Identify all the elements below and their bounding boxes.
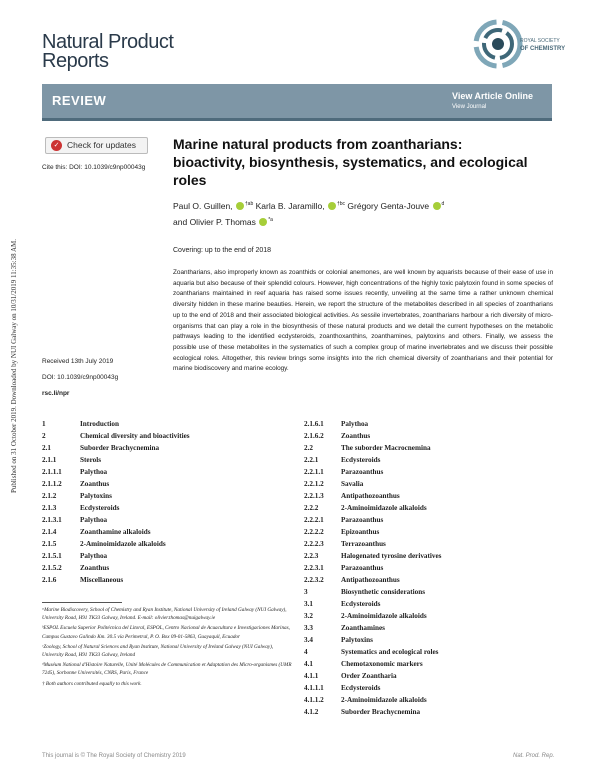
toc-entry[interactable] xyxy=(304,430,554,442)
toc-entry[interactable] xyxy=(304,466,554,478)
author-conjunction: and xyxy=(173,216,188,227)
author-affiliation: †ab xyxy=(244,201,254,207)
toc-section-number: 4.1.1.2 xyxy=(304,696,324,704)
author-name[interactable]: Grégory Genta-Jouve xyxy=(347,200,430,211)
toc-section-number: 2.1.1.2 xyxy=(42,480,62,488)
toc-section-title: Biosynthetic considerations xyxy=(341,588,426,596)
toc-section-title: Order Zoantharia xyxy=(341,672,397,680)
toc-section-number: 2.1.3.1 xyxy=(42,516,62,524)
toc-entry[interactable] xyxy=(304,418,554,430)
toc-entry[interactable] xyxy=(304,706,554,718)
coverage-statement: Covering: up to the end of 2018 xyxy=(173,247,272,254)
toc-section-title: Suborder Brachycnemina xyxy=(80,444,160,452)
toc-entry[interactable] xyxy=(304,670,554,682)
table-of-contents-left xyxy=(42,418,282,586)
toc-section-title: Chemotaxonomic markers xyxy=(341,660,423,668)
toc-entry[interactable] xyxy=(42,538,282,550)
toc-section-title: Ecdysteroids xyxy=(341,600,381,608)
footnote: ᵈMuséum National d'Histoire Naturelle, Unité Molécules de Communication et Adaptation des Micro-organismes (UMR 7245), Sorbonne Universités, CNRS, Paris, France xyxy=(42,662,292,677)
orcid-icon[interactable] xyxy=(236,202,244,210)
toc-entry[interactable] xyxy=(304,538,554,550)
toc-entry[interactable] xyxy=(42,442,282,454)
toc-entry[interactable] xyxy=(304,682,554,694)
orcid-icon[interactable] xyxy=(259,218,267,226)
toc-section-title: Suborder Brachycnemina xyxy=(341,708,421,716)
toc-section-title: Antipathozoanthus xyxy=(341,576,400,584)
check-for-updates-button[interactable] xyxy=(45,137,148,154)
toc-section-number: 2.2.1.2 xyxy=(304,480,324,488)
toc-section-title: 2-Aminoimidazole alkaloids xyxy=(80,540,166,548)
toc-section-number: 2.1 xyxy=(42,444,51,452)
toc-section-number: 4.1.1.1 xyxy=(304,684,324,692)
toc-section-title: Terrazoanthus xyxy=(341,540,386,548)
toc-section-title: Palytoxins xyxy=(341,636,373,644)
journal-name-line1: Natural Product xyxy=(42,31,174,53)
toc-section-number: 2.1.4 xyxy=(42,528,57,536)
toc-section-title: Ecdysteroids xyxy=(80,504,120,512)
toc-section-number: 2 xyxy=(42,432,46,440)
toc-entry[interactable] xyxy=(42,454,282,466)
toc-section-title: Zoanthus xyxy=(80,564,110,572)
toc-section-title: Chemical diversity and bioactivities xyxy=(80,432,190,440)
toc-entry[interactable] xyxy=(304,574,554,586)
toc-section-title: Halogenated tyrosine derivatives xyxy=(341,552,442,560)
toc-entry[interactable] xyxy=(42,502,282,514)
toc-section-number: 3.4 xyxy=(304,636,313,644)
toc-section-number: 2.2.3.2 xyxy=(304,576,324,584)
toc-section-title: Zoanthus xyxy=(341,432,371,440)
toc-entry[interactable] xyxy=(42,430,282,442)
article-type-label: REVIEW xyxy=(52,93,107,108)
toc-entry[interactable] xyxy=(42,490,282,502)
toc-section-number: 3 xyxy=(304,588,308,596)
toc-entry[interactable] xyxy=(304,658,554,670)
toc-entry[interactable] xyxy=(42,514,282,526)
toc-entry[interactable] xyxy=(304,634,554,646)
toc-entry[interactable] xyxy=(42,418,282,430)
toc-section-title: Antipathozoanthus xyxy=(341,492,400,500)
author-affiliation: †bc xyxy=(336,201,346,207)
toc-section-number: 4.1.1 xyxy=(304,672,319,680)
footnote-divider xyxy=(42,602,122,603)
toc-section-title: Zoanthamine alkaloids xyxy=(80,528,151,536)
toc-section-title: Palythoa xyxy=(80,468,108,476)
toc-section-number: 2.2.2.1 xyxy=(304,516,324,524)
toc-section-title: Parazoanthus xyxy=(341,564,384,572)
toc-section-title: Palythoa xyxy=(80,516,108,524)
author-affiliation: *a xyxy=(268,216,273,223)
toc-section-number: 4 xyxy=(304,648,308,656)
toc-section-title: Zoanthamines xyxy=(341,624,385,632)
toc-section-number: 2.2.1.3 xyxy=(304,492,324,500)
toc-section-title: Introduction xyxy=(80,420,120,428)
view-journal-link[interactable]: View Journal xyxy=(452,104,487,110)
journal-abbrev-footer: Nat. Prod. Rep. xyxy=(513,753,555,759)
toc-section-title: Palythoa xyxy=(341,420,369,428)
toc-entry[interactable] xyxy=(304,502,554,514)
toc-entry[interactable] xyxy=(304,586,554,598)
toc-entry[interactable] xyxy=(304,562,554,574)
toc-entry[interactable] xyxy=(304,454,554,466)
table-of-contents-right xyxy=(304,418,554,718)
article-type-banner xyxy=(42,84,552,121)
toc-entry[interactable] xyxy=(42,562,282,574)
footnote: † Both authors contributed equally to this work. xyxy=(42,680,142,687)
toc-entry[interactable] xyxy=(304,646,554,658)
toc-entry[interactable] xyxy=(304,526,554,538)
journal-name-line2: Reports xyxy=(42,50,109,72)
toc-entry[interactable] xyxy=(304,442,554,454)
toc-section-title: Miscellaneous xyxy=(80,576,124,584)
toc-section-title: 2-Aminoimidazole alkaloids xyxy=(341,612,427,620)
toc-section-number: 2.1.1.1 xyxy=(42,468,62,476)
article-title: Marine natural products from zoantharians: bioactivity, biosynthesis, systematics, and ecological roles xyxy=(173,136,528,188)
journal-name[interactable] xyxy=(42,33,173,71)
toc-section-title: Savalia xyxy=(341,480,364,488)
toc-section-number: 2.2 xyxy=(304,444,313,452)
author-name[interactable]: Olivier P. Thomas xyxy=(189,216,256,227)
author-name[interactable]: Karla B. Jaramillo, xyxy=(255,200,325,211)
toc-section-number: 1 xyxy=(42,420,46,428)
toc-section-title: Systematics and ecological roles xyxy=(341,648,439,656)
toc-section-number: 2.2.2.3 xyxy=(304,540,324,548)
rsc-logo-line1: ROYAL SOCIETY xyxy=(520,38,560,44)
view-article-online-link[interactable]: View Article Online xyxy=(452,91,534,101)
toc-section-title: The suborder Macrocnemina xyxy=(341,444,431,452)
rsc-logo-line2: OF CHEMISTRY xyxy=(520,46,566,52)
affiliation-footnotes xyxy=(42,606,292,690)
footnote: ᵇESPOL Escuela Superior Politécnica del Litoral, ESPOL, Centro Nacional de Acuacultura e Investigaciones Marinas, Campus Gustavo Galindo Km. 30.5 vía Perimetral, P. O. Box 09-01-5863, Guayaquil, Ecuador xyxy=(42,625,290,640)
rsc-logo-icon xyxy=(468,14,568,74)
toc-section-title: Zoanthus xyxy=(80,480,110,488)
doi[interactable]: DOI: 10.1039/c9np00043g xyxy=(42,374,119,381)
author-affiliation: d xyxy=(441,201,445,207)
toc-section-number: 2.1.6 xyxy=(42,576,57,584)
toc-section-title: Palytoxins xyxy=(80,492,112,500)
toc-entry[interactable] xyxy=(304,490,554,502)
author-name[interactable]: Paul O. Guillen, xyxy=(173,200,233,211)
toc-section-title: Palythoa xyxy=(80,552,108,560)
toc-entry[interactable] xyxy=(304,514,554,526)
toc-section-title: 2-Aminoimidazole alkaloids xyxy=(341,504,427,512)
toc-entry[interactable] xyxy=(304,598,554,610)
orcid-icon[interactable] xyxy=(433,202,441,210)
toc-entry[interactable] xyxy=(304,622,554,634)
toc-section-title: Ecdysteroids xyxy=(341,684,381,692)
toc-section-title: Epizoanthus xyxy=(341,528,380,536)
toc-section-number: 2.1.6.2 xyxy=(304,432,324,440)
toc-section-number: 2.2.1.1 xyxy=(304,468,324,476)
toc-section-number: 2.1.2 xyxy=(42,492,57,500)
toc-section-number: 2.1.1 xyxy=(42,456,57,464)
toc-section-number: 2.1.5.1 xyxy=(42,552,62,560)
toc-section-number: 3.1 xyxy=(304,600,313,608)
toc-entry[interactable] xyxy=(42,526,282,538)
footnote: ᶜZoology, School of Natural Sciences and Ryan Institute, National University of Ireland Galway (NUI Galway), University Road, H91 TK33 Galway, Ireland xyxy=(42,643,274,659)
toc-entry[interactable] xyxy=(42,574,282,586)
copyright-footer: This journal is © The Royal Society of Chemistry 2019 xyxy=(42,753,186,759)
toc-entry[interactable] xyxy=(304,478,554,490)
toc-section-title: Sterols xyxy=(80,456,102,464)
toc-section-number: 2.2.3 xyxy=(304,552,319,560)
orcid-icon[interactable] xyxy=(328,202,336,210)
footnote: ᵃMarine Biodiscovery, School of Chemistry and Ryan Institute, National University of Ireland Galway (NUI Galway), University Road, H91 TK33 Galway, Ireland. E-mail: olivier.thomas@nuigalway.ie xyxy=(42,607,287,622)
received-date: Received 13th July 2019 xyxy=(42,358,114,365)
toc-section-number: 2.2.3.1 xyxy=(304,564,324,572)
toc-section-number: 2.1.5 xyxy=(42,540,57,548)
rsc-logo[interactable] xyxy=(468,14,568,74)
download-side-note: Published on 31 October 2019. Downloaded by NUI Galway on 10/31/2019 11:35:38 AM. xyxy=(10,238,18,494)
abstract: Zoantharians, also improperly known as zoanthids or colonial anemones, are well known by aquarists because of their ease of use in aquaria but also because of their splendid colours. However, high concentrations of the highly toxic palytoxin found in some species of zoantharians maintained in reef aquaria has raised some issues recently, unveiling at the same time a rather unknown chemical diversity hidden in these marine beauties. Herein, we report the structure of the metabolites described in all species of zoantharians up to the end of 2018 and their associated biological activities. As sessile invertebrates, zoantharians harbour a rich diversity of micro-organisms that can play a role in the biosynthesis of these natural products and we detail the current hypotheses on the metabolic pathways leading to the identified ecdysteroids, zoanthoxanthins, zoanthamines, palytoxins and others. Finally, we assess the possible use of these metabolites in the systematics of such a complex group of marine invertebrates and we discuss their possible ecological roles. Altogether, this review brings some insights into the rich chemical diversity of zoantharians and their potential for marine biodiscovery and marine ecology. xyxy=(173,269,553,373)
toc-section-number: 4.1 xyxy=(304,660,313,668)
toc-section-title: Ecdysteroids xyxy=(341,456,381,464)
toc-section-title: 2-Aminoimidazole alkaloids xyxy=(341,696,427,704)
rsc-journal-link[interactable]: rsc.li/npr xyxy=(42,390,70,397)
check-for-updates-label: Check for updates xyxy=(67,140,136,150)
cite-this-doi: Cite this: DOI: 10.1039/c9np00043g xyxy=(42,164,146,171)
toc-section-number: 2.1.5.2 xyxy=(42,564,62,572)
toc-section-number: 3.3 xyxy=(304,624,313,632)
author-list xyxy=(173,197,533,229)
toc-section-number: 2.1.3 xyxy=(42,504,57,512)
toc-section-number: 3.2 xyxy=(304,612,313,620)
toc-entry[interactable] xyxy=(42,466,282,478)
toc-section-number: 2.2.1 xyxy=(304,456,319,464)
toc-section-title: Parazoanthus xyxy=(341,468,384,476)
toc-section-title: Parazoanthus xyxy=(341,516,384,524)
toc-entry[interactable] xyxy=(304,694,554,706)
toc-section-number: 2.1.6.1 xyxy=(304,420,324,428)
toc-section-number: 4.1.2 xyxy=(304,708,319,716)
crossmark-icon: ✓ xyxy=(51,140,62,151)
toc-entry[interactable] xyxy=(304,550,554,562)
toc-section-number: 2.2.2.2 xyxy=(304,528,324,536)
toc-entry[interactable] xyxy=(42,550,282,562)
toc-section-number: 2.2.2 xyxy=(304,504,319,512)
toc-entry[interactable] xyxy=(304,610,554,622)
toc-entry[interactable] xyxy=(42,478,282,490)
